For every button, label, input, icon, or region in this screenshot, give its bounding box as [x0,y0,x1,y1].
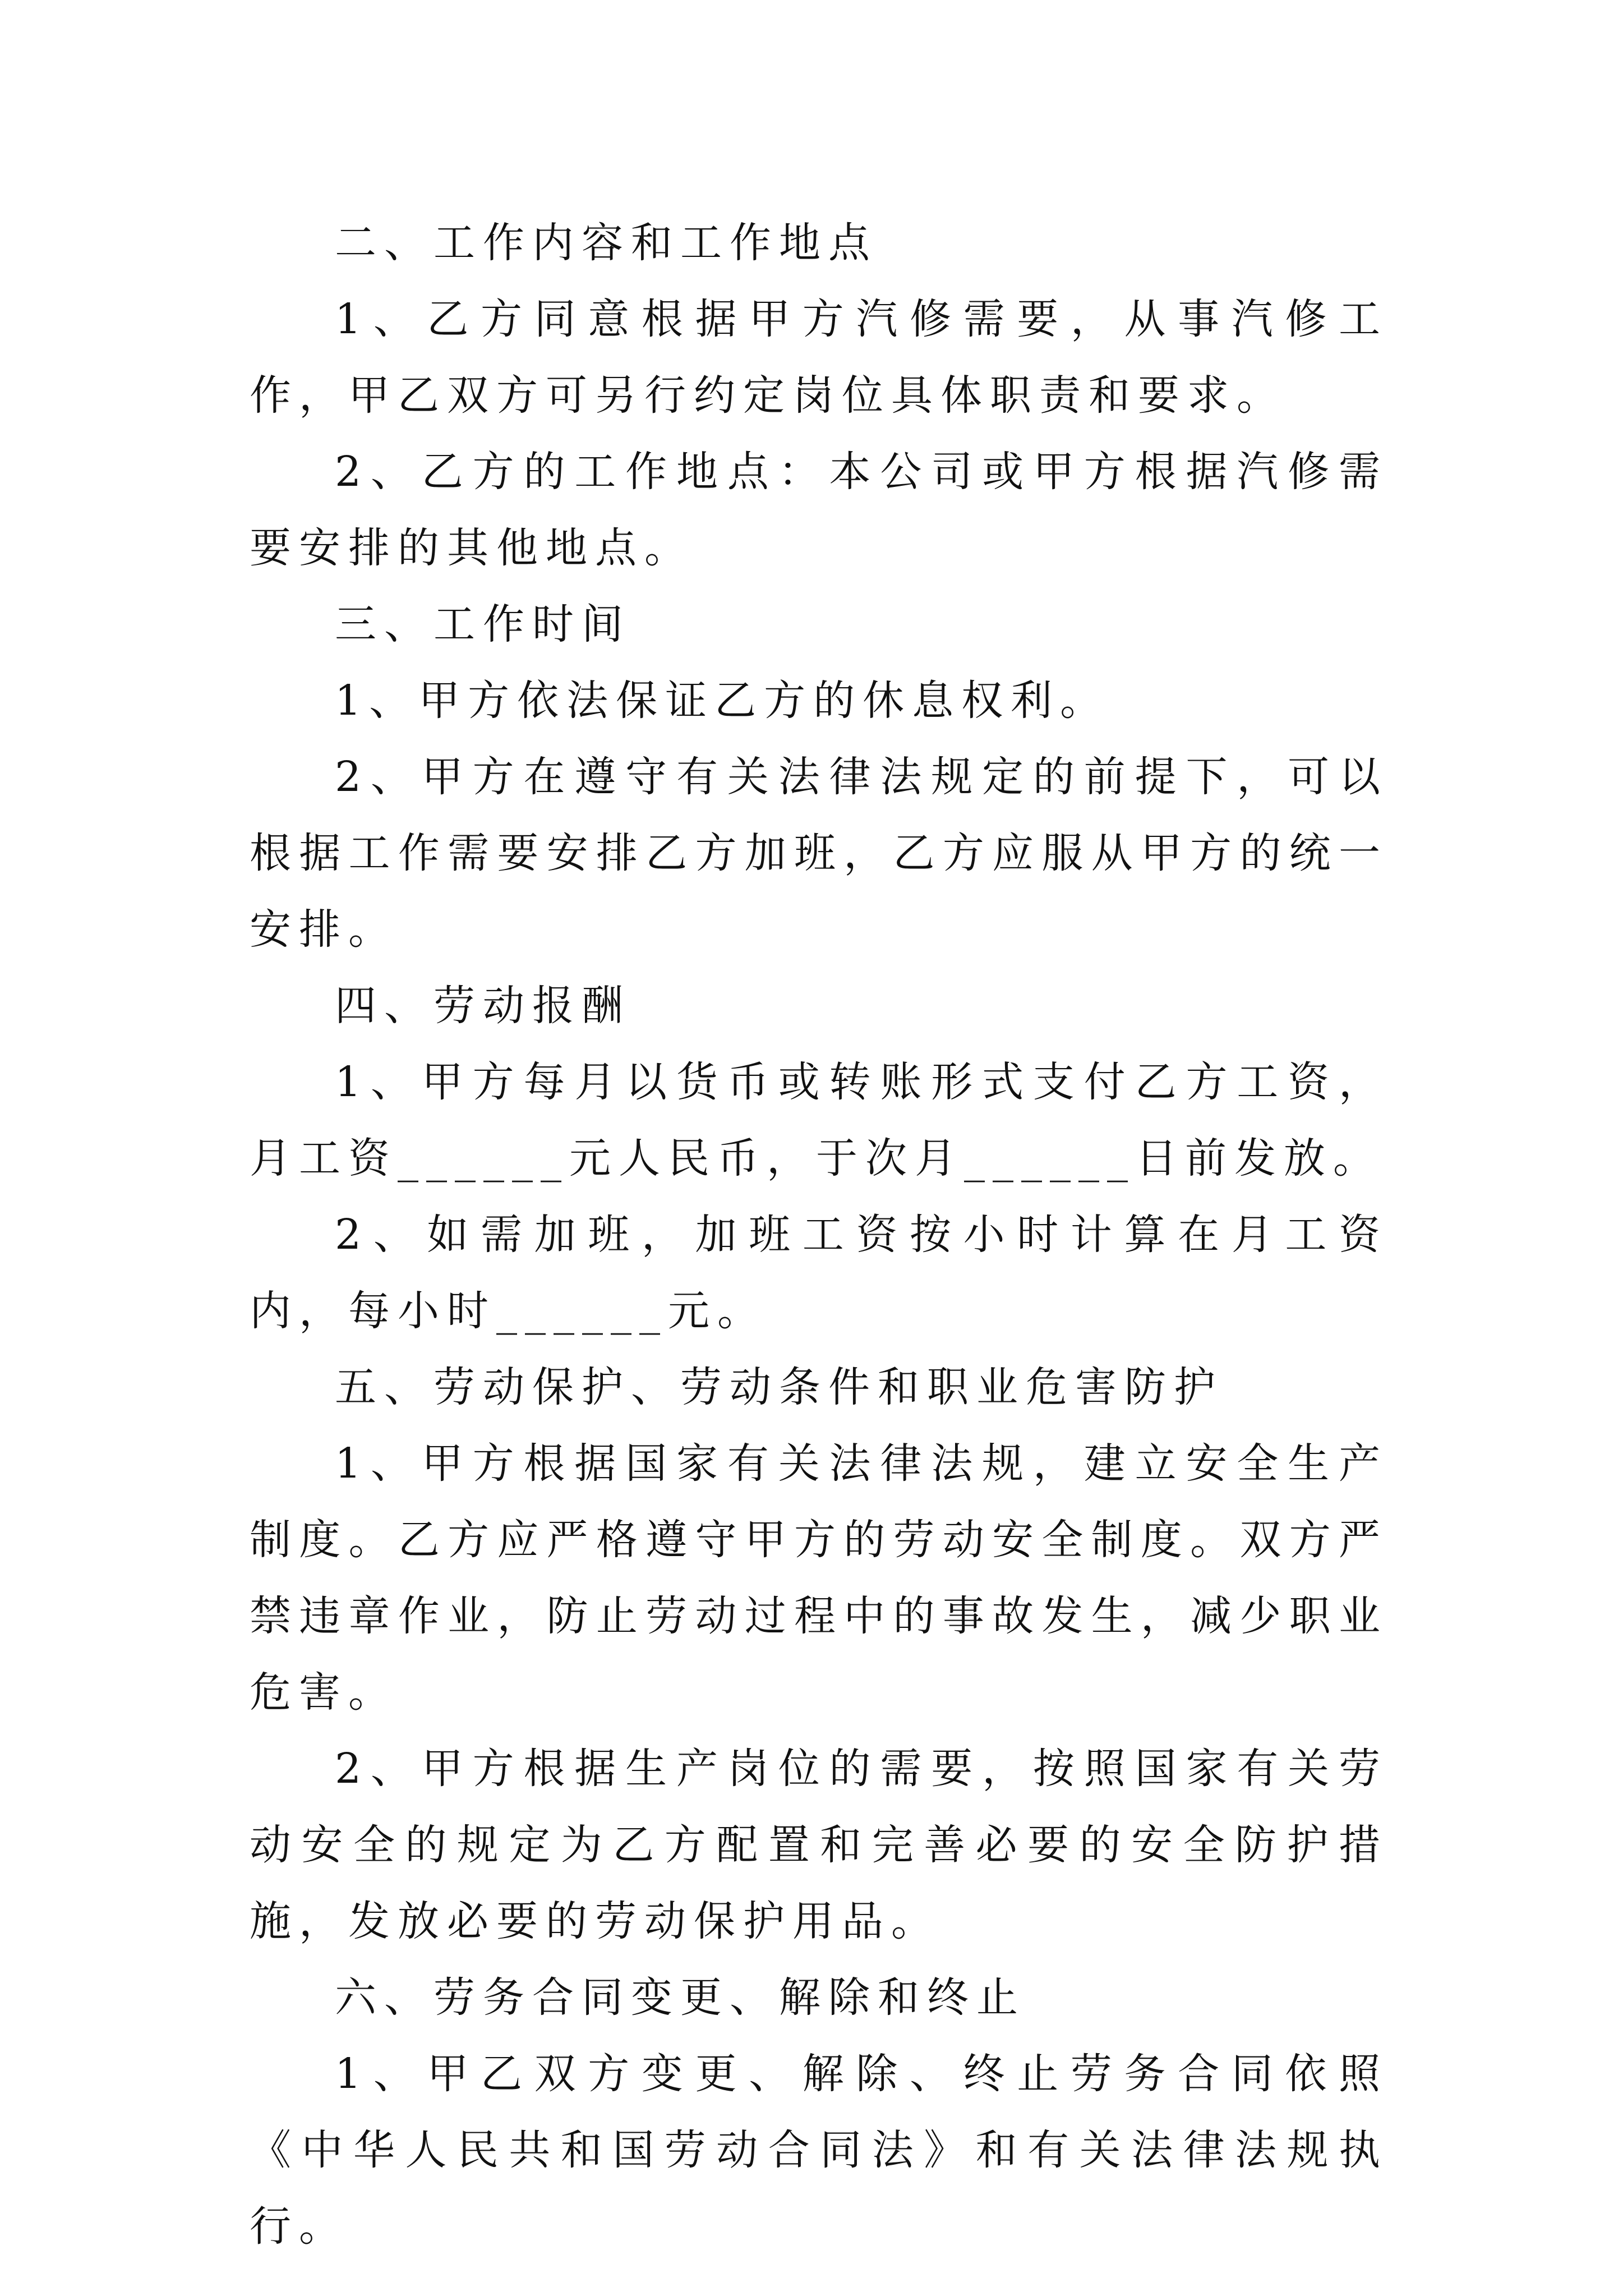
section-heading-2: 二、工作内容和工作地点 [335,219,878,267]
clause-4-1: 1、甲方每月以货币或转账形式支付乙方工资，月工资______元人民币，于次月______日前发放。 [250,1058,1388,1182]
section-heading-4: 四、劳动报酬 [335,982,631,1030]
clause-5-2: 2、甲方根据生产岗位的需要，按照国家有关劳动安全的规定为乙方配置和完善必要的安全防护措施，发放必要的劳动保护用品。 [250,1745,1388,1945]
clause-2-1: 1、乙方同意根据甲方汽修需要，从事汽修工作，甲乙双方可另行约定岗位具体职责和要求。 [250,295,1388,420]
clause-4-2: 2、如需加班，加班工资按小时计算在月工资内，每小时______元。 [250,1211,1388,1335]
clause-6-1: 1、甲乙双方变更、解除、终止劳务合同依照《中华人民共和国劳动合同法》和有关法律法规执行。 [250,2050,1388,2251]
section-heading-3: 三、工作时间 [335,600,631,648]
clause-3-2: 2、甲方在遵守有关法律法规定的前提下，可以根据工作需要安排乙方加班，乙方应服从甲方的统一安排。 [250,753,1388,954]
section-heading-6: 六、劳务合同变更、解除和终止 [335,1973,1026,2022]
clause-2-2: 2、乙方的工作地点：本公司或甲方根据汽修需要安排的其他地点。 [250,448,1388,572]
section-heading-5: 五、劳动保护、劳动条件和职业危害防护 [335,1363,1223,1411]
clause-3-1: 1、甲方依法保证乙方的休息权利。 [335,677,1110,725]
clause-5-1: 1、甲方根据国家有关法律法规，建立安全生产制度。乙方应严格遵守甲方的劳动安全制度。双方严禁违章作业，防止劳动过程中的事故发生，减少职业危害。 [250,1439,1388,1717]
document-body [250,205,1388,2265]
